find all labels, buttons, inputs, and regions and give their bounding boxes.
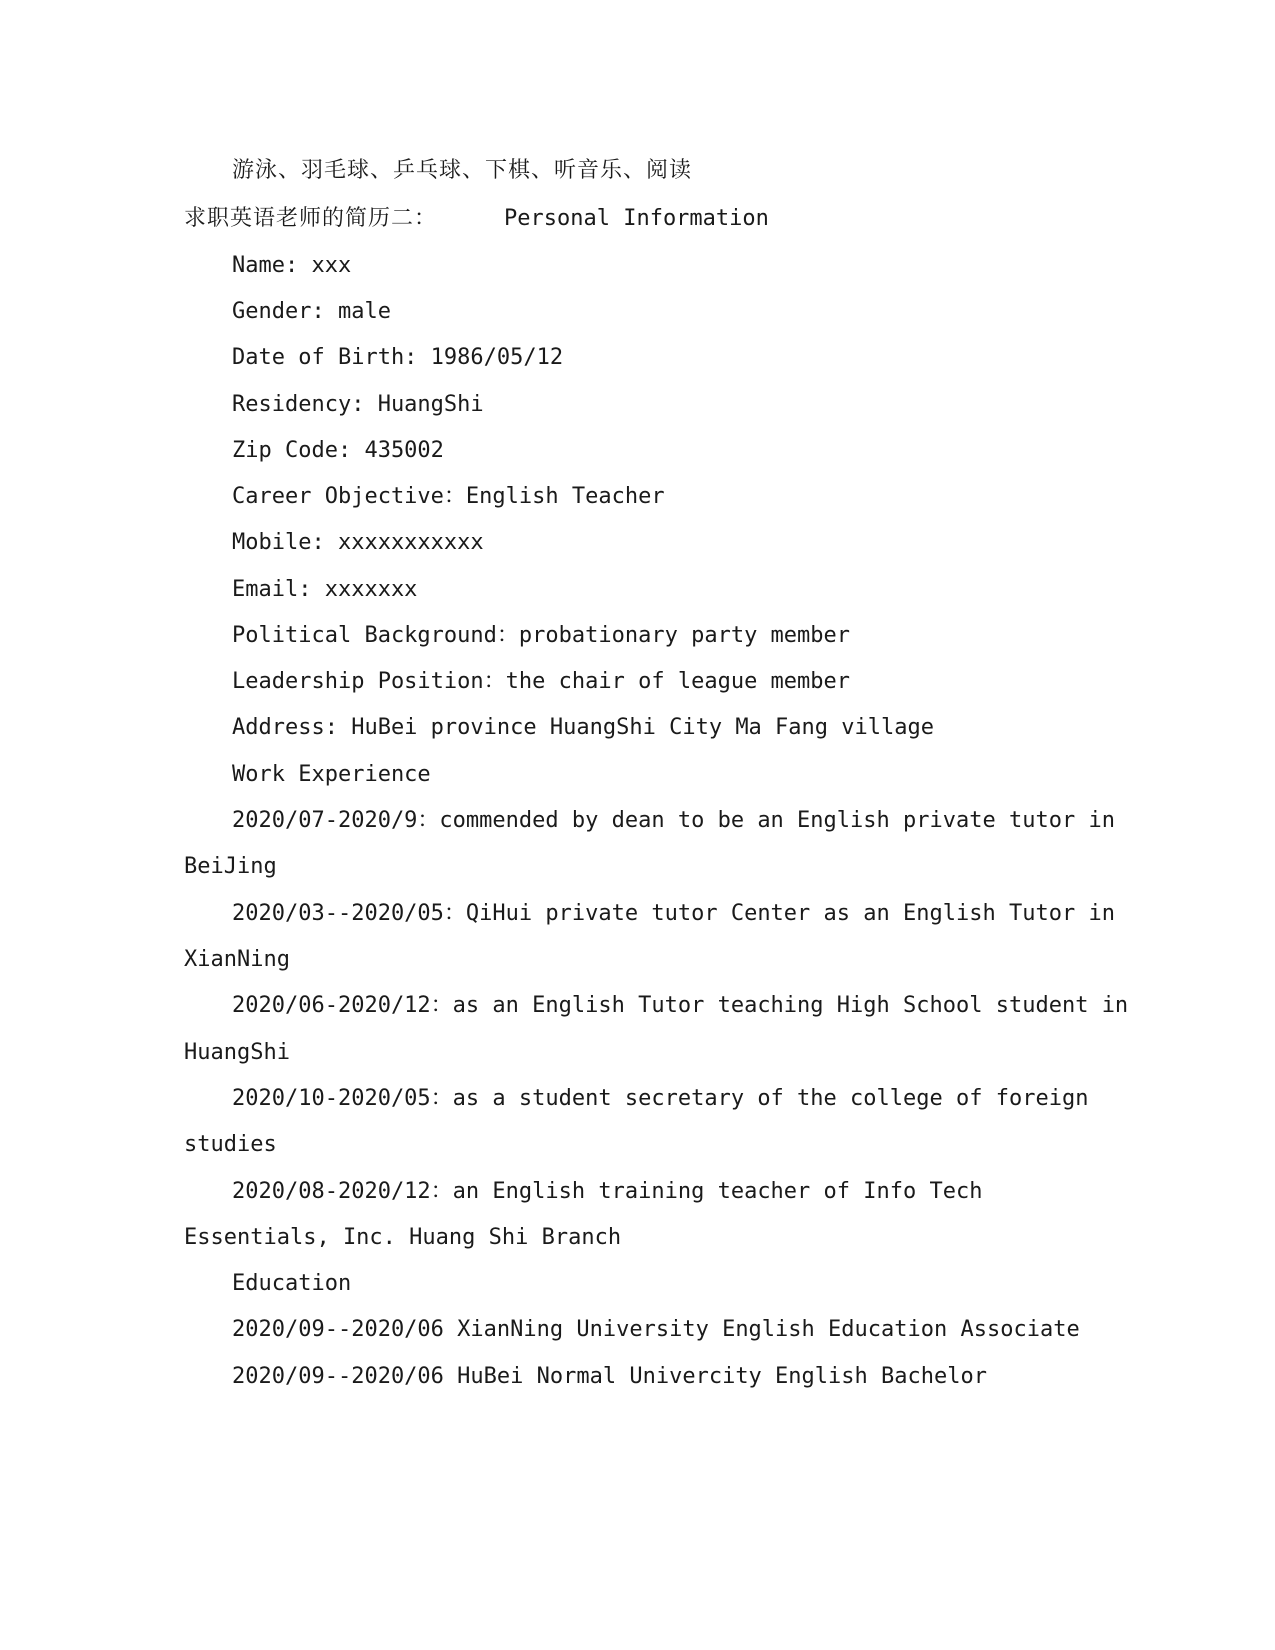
education-item-1: 2020/09--2020/06 XianNing University English Education Associate xyxy=(232,1317,1080,1342)
work-item-2-line1: 2020/03--2020/05：QiHui private tutor Center as an English Tutor in xyxy=(232,901,1115,926)
info-email: Email: xxxxxxx xyxy=(232,577,418,602)
education-item-2: 2020/09--2020/06 HuBei Normal Univercity English Bachelor xyxy=(232,1364,987,1389)
info-name: Name: xxx xyxy=(232,253,352,278)
info-address: Address: HuBei province HuangShi City Ma Fang village xyxy=(232,715,934,740)
info-gender: Gender: male xyxy=(232,299,391,324)
resume-title: 求职英语老师的简历二： xyxy=(184,206,438,231)
work-item-1-line1: 2020/07-2020/9：commended by dean to be an English private tutor in xyxy=(232,808,1115,833)
work-item-3-line2: HuangShi xyxy=(184,1040,290,1065)
hobbies-line: 游泳、羽毛球、乒乓球、下棋、听音乐、阅读 xyxy=(232,158,693,183)
work-item-3-line1: 2020/06-2020/12：as an English Tutor teaching High School student in xyxy=(232,993,1129,1018)
info-career-objective: Career Objective：English Teacher xyxy=(232,484,665,509)
work-item-5-line1: 2020/08-2020/12：an English training teacher of Info Tech xyxy=(232,1179,983,1204)
work-item-1-line2: BeiJing xyxy=(184,854,277,879)
work-experience-heading: Work Experience xyxy=(232,762,431,787)
work-item-4-line1: 2020/10-2020/05：as a student secretary of the college of foreign xyxy=(232,1086,1089,1111)
work-item-4-line2: studies xyxy=(184,1132,277,1157)
info-mobile: Mobile: xxxxxxxxxxx xyxy=(232,530,484,555)
work-item-2-line2: XianNing xyxy=(184,947,290,972)
education-heading: Education xyxy=(232,1271,352,1296)
info-residency: Residency: HuangShi xyxy=(232,392,484,417)
info-leadership-position: Leadership Position：the chair of league member xyxy=(232,669,851,694)
info-date-of-birth: Date of Birth: 1986/05/12 xyxy=(232,345,564,370)
personal-information-heading: Personal Information xyxy=(504,206,769,231)
work-item-5-line2: Essentials, Inc. Huang Shi Branch xyxy=(184,1225,622,1250)
info-political-background: Political Background：probationary party member xyxy=(232,623,851,648)
info-zip-code: Zip Code: 435002 xyxy=(232,438,444,463)
